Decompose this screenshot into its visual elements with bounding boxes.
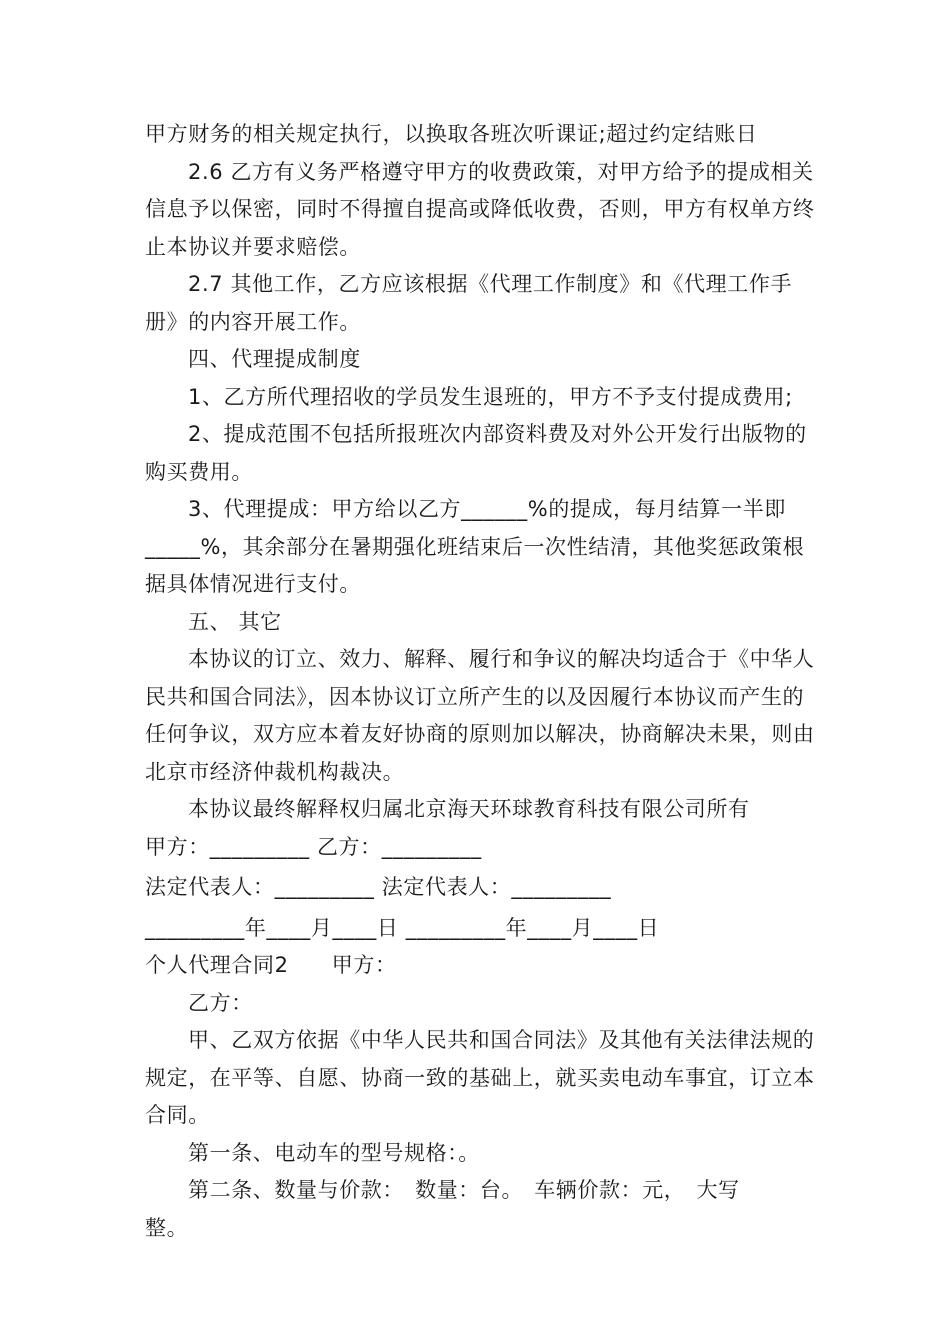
- commission-item-3: 3、代理提成：甲方给以乙方______%的提成，每月结算一半即_____%，其余部分在暑期强化班结束后一次性结清，其他奖惩政策根据具体情况进行支付。: [145, 497, 805, 596]
- contract-2-title: 个人代理合同2 甲方：: [145, 953, 397, 977]
- contract-2-party-b: 乙方：: [188, 990, 253, 1015]
- contract-2-intro: 甲、乙双方依据《中华人民共和国合同法》及其他有关法律法规的规定，在平等、自愿、协商一致的基础上，就买卖电动车事宜，订立本合同。: [145, 1028, 815, 1127]
- clause-2-7: 2.7 其他工作，乙方应该根据《代理工作制度》和《代理工作手册》的内容开展工作。: [145, 272, 793, 334]
- contract-2-article-2: 第二条、数量与价款： 数量：台。 车辆价款：元， 大写: [188, 1178, 740, 1202]
- contract-2-article-1: 第一条、电动车的型号规格：。: [188, 1140, 480, 1165]
- interpretation-clause: 本协议最终解释权归属北京海天环球教育科技有限公司所有: [188, 797, 750, 821]
- signature-representatives: 法定代表人：_________ 法定代表人：_________: [145, 875, 612, 899]
- signature-dates: _________年____月____日 _________年____月____日: [145, 915, 660, 940]
- commission-item-1: 1、乙方所代理招收的学员发生退班的，甲方不予支付提成费用;: [188, 384, 793, 409]
- document-body: [145, 116, 817, 1247]
- dispute-clause: 本协议的订立、效力、解释、履行和争议的解决均适合于《中华人民共和国合同法》，因本协议订立所产生的以及因履行本协议而产生的任何争议，双方应本着友好协商的原则加以解决，协商解决未果，则由北京市经济仲裁机构裁决。: [145, 647, 815, 784]
- commission-item-2: 2、提成范围不包括所报班次内部资料费及对外公开发行出版物的购买费用。: [145, 422, 807, 484]
- contract-2-article-2-end: 整。: [145, 1215, 189, 1240]
- clause-2-6: 2.6 乙方有义务严格遵守甲方的收费政策，对甲方给予的提成相关信息予以保密，同时不得擅自提高或降低收费，否则，甲方有权单方终止本协议并要求赔偿。: [145, 159, 815, 259]
- section-heading-other: 五、 其它: [188, 609, 282, 634]
- signature-parties: 甲方：_________ 乙方：_________: [145, 834, 482, 859]
- section-heading-commission: 四、代理提成制度: [188, 347, 361, 371]
- paragraph-payment-continuation: 甲方财务的相关规定执行，以换取各班次听课证;超过约定结账日: [145, 122, 758, 146]
